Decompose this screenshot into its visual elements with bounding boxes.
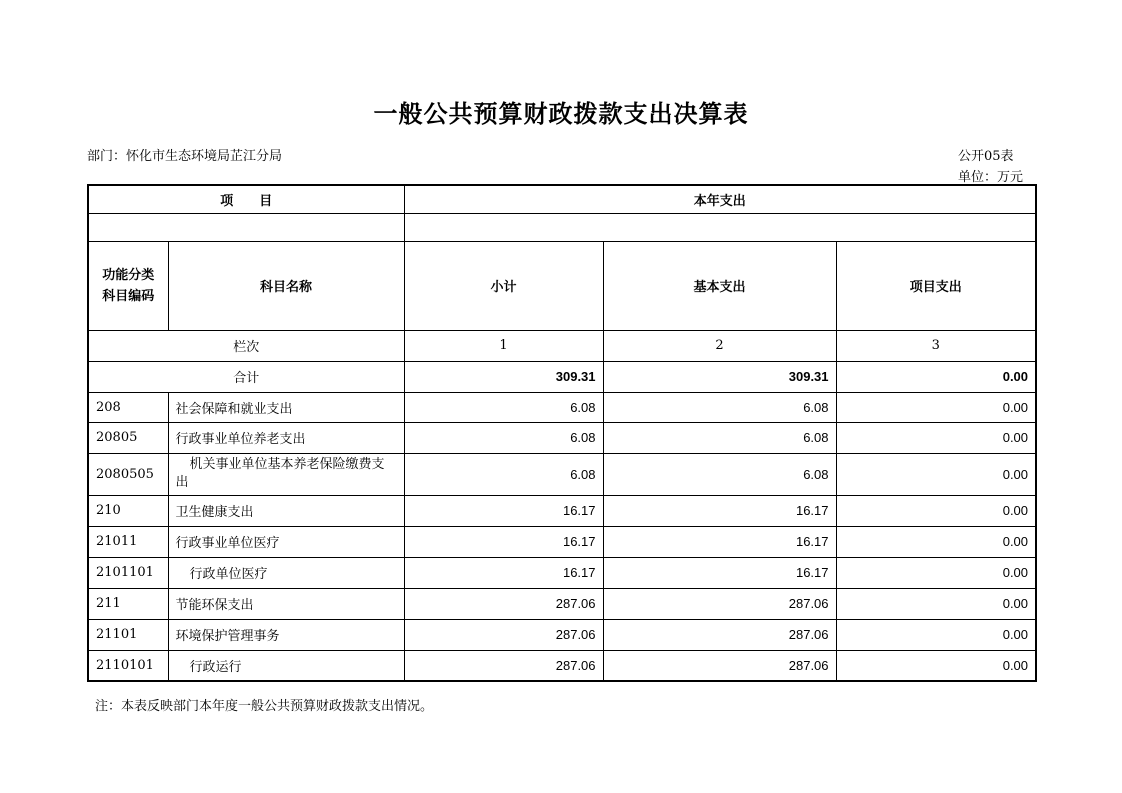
header-basic: 基本支出 (603, 241, 836, 330)
row-code: 2080505 (88, 453, 168, 495)
row-project: 0.00 (836, 422, 1036, 453)
column-number-1: 1 (404, 330, 603, 361)
row-code: 211 (88, 588, 168, 619)
table-row (88, 422, 1036, 453)
row-subtotal: 6.08 (404, 392, 603, 422)
row-code: 208 (88, 392, 168, 422)
row-subtotal: 6.08 (404, 453, 603, 495)
row-basic: 16.17 (603, 526, 836, 557)
row-project: 0.00 (836, 650, 1036, 681)
column-number-row (88, 330, 1036, 361)
row-subtotal: 287.06 (404, 650, 603, 681)
row-project: 0.00 (836, 557, 1036, 588)
row-code: 210 (88, 495, 168, 526)
header-subtotal: 小计 (404, 241, 603, 330)
row-code: 2101101 (88, 557, 168, 588)
header-blank-left (88, 213, 404, 241)
table-row (88, 588, 1036, 619)
row-basic: 16.17 (603, 495, 836, 526)
row-basic: 16.17 (603, 557, 836, 588)
total-subtotal: 309.31 (404, 361, 603, 392)
expenditure-table (87, 184, 1037, 682)
total-project: 0.00 (836, 361, 1036, 392)
total-row (88, 361, 1036, 392)
row-name: 卫生健康支出 (168, 495, 404, 526)
form-number: 公开05表 (958, 149, 1014, 164)
row-name: 节能环保支出 (168, 588, 404, 619)
table-row (88, 495, 1036, 526)
table-row (88, 526, 1036, 557)
row-subtotal: 287.06 (404, 588, 603, 619)
header-code: 功能分类 科目编码 (88, 241, 168, 330)
total-label: 合计 (88, 361, 404, 392)
row-name: 行政事业单位医疗 (168, 526, 404, 557)
table-row (88, 392, 1036, 422)
row-name: 社会保障和就业支出 (168, 392, 404, 422)
row-code: 20805 (88, 422, 168, 453)
row-basic: 287.06 (603, 588, 836, 619)
header-row-1 (88, 185, 1036, 213)
row-name: 行政单位医疗 (168, 557, 404, 588)
row-project: 0.00 (836, 619, 1036, 650)
table-row (88, 453, 1036, 495)
row-project: 0.00 (836, 495, 1036, 526)
row-subtotal: 287.06 (404, 619, 603, 650)
row-project: 0.00 (836, 526, 1036, 557)
row-basic: 6.08 (603, 422, 836, 453)
row-basic: 6.08 (603, 392, 836, 422)
row-subtotal: 16.17 (404, 526, 603, 557)
header-row-2 (88, 213, 1036, 241)
table-row (88, 650, 1036, 681)
header-row-3 (88, 241, 1036, 330)
column-number-3: 3 (836, 330, 1036, 361)
table-row (88, 619, 1036, 650)
header-blank-right (404, 213, 1036, 241)
header-this-year: 本年支出 (404, 185, 1036, 213)
column-number-label: 栏次 (88, 330, 404, 361)
row-code: 2110101 (88, 650, 168, 681)
table-row (88, 557, 1036, 588)
row-basic: 6.08 (603, 453, 836, 495)
row-name: 环境保护管理事务 (168, 619, 404, 650)
header-name: 科目名称 (168, 241, 404, 330)
row-subtotal: 16.17 (404, 495, 603, 526)
row-name: 行政运行 (168, 650, 404, 681)
header-project: 项目支出 (836, 241, 1036, 330)
total-basic: 309.31 (603, 361, 836, 392)
row-name: 行政事业单位养老支出 (168, 422, 404, 453)
row-project: 0.00 (836, 392, 1036, 422)
row-subtotal: 6.08 (404, 422, 603, 453)
row-code: 21101 (88, 619, 168, 650)
row-subtotal: 16.17 (404, 557, 603, 588)
row-code: 21011 (88, 526, 168, 557)
page-title: 一般公共预算财政拨款支出决算表 (373, 99, 749, 128)
row-project: 0.00 (836, 588, 1036, 619)
footnote: 注：本表反映部门本年度一般公共预算财政拨款支出情况。 (95, 699, 434, 714)
department-label: 部门：怀化市生态环境局芷江分局 (87, 149, 283, 164)
row-project: 0.00 (836, 453, 1036, 495)
row-basic: 287.06 (603, 650, 836, 681)
unit-label: 单位：万元 (958, 170, 1024, 185)
row-name: 机关事业单位基本养老保险缴费支出 (168, 453, 404, 495)
column-number-2: 2 (603, 330, 836, 361)
header-item: 项 目 (88, 185, 404, 213)
row-basic: 287.06 (603, 619, 836, 650)
